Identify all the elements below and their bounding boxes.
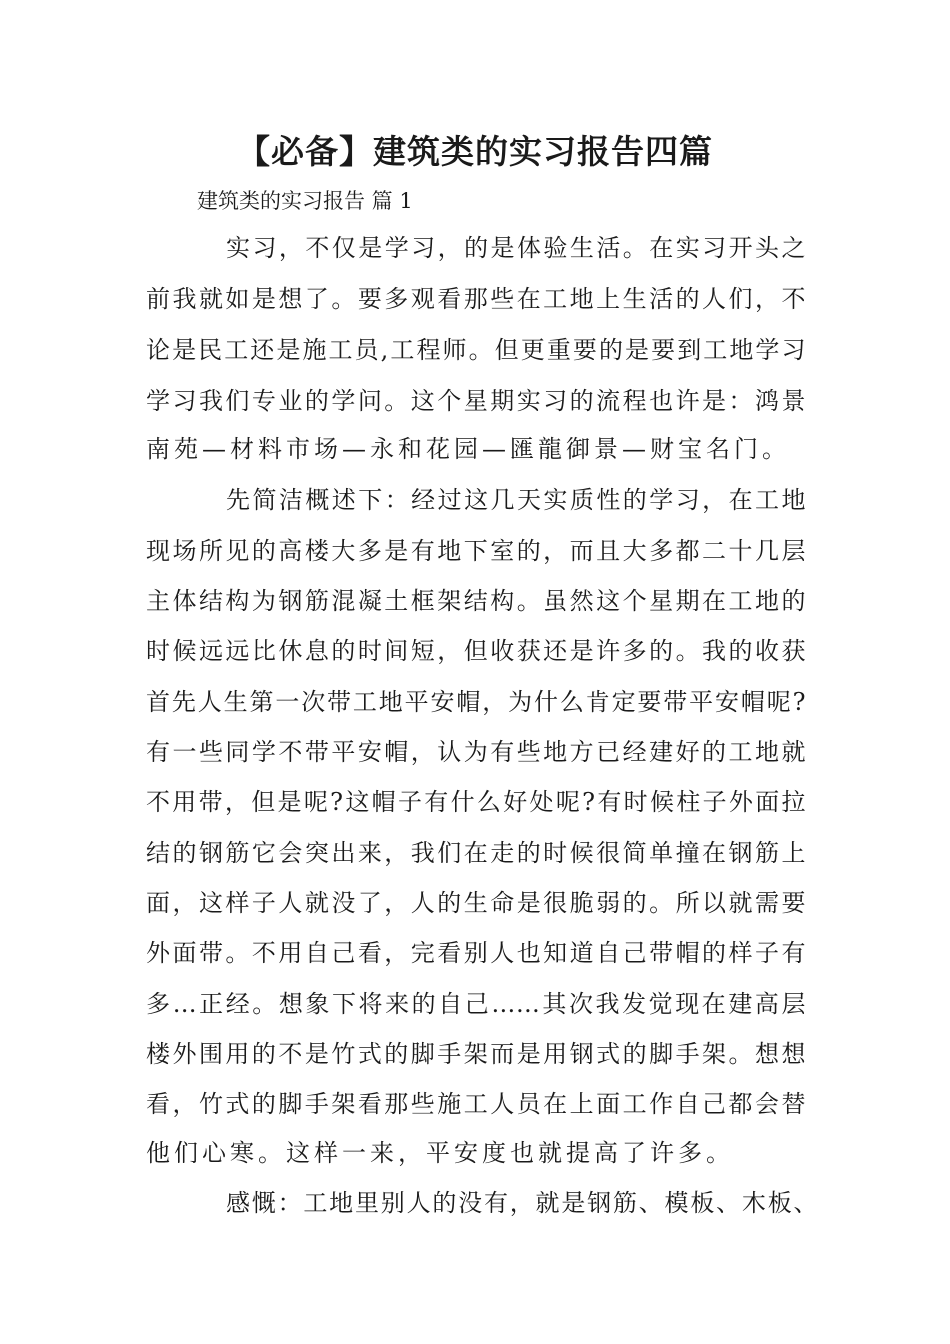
paragraph-line: 现场所见的高楼大多是有地下室的，而且大多都二十几层 [146, 537, 806, 565]
paragraph-line: 论是民工还是施工员,工程师。但更重要的是要到工地学习 [146, 336, 806, 364]
paragraph-line: 实习，不仅是学习，的是体验生活。在实习开头之 [226, 234, 806, 262]
paragraph-line: 学习我们专业的学问。这个星期实习的流程也许是：鸿景 [146, 387, 806, 415]
paragraph-line: 面，这样子人就没了，人的生命是很脆弱的。所以就需要 [146, 889, 806, 917]
paragraph-line: 南苑—材料市场—永和花园—匯龍御景—财宝名门。 [146, 435, 790, 463]
paragraph-line: 不用带，但是呢?这帽子有什么好处呢?有时候柱子外面拉 [146, 788, 806, 816]
paragraph-line: 多…正经。想象下将来的自己……其次我发觉现在建高层 [146, 990, 806, 1018]
section-heading: 建筑类的实习报告 篇 1 [197, 189, 413, 213]
paragraph-line: 看，竹式的脚手架看那些施工人员在上面工作自己都会替 [146, 1090, 806, 1118]
paragraph-line: 外面带。不用自己看，完看别人也知道自己带帽的样子有 [146, 939, 806, 967]
paragraph-line: 首先人生第一次带工地平安帽，为什么肯定要带平安帽呢? [146, 688, 806, 716]
paragraph-line: 前我就如是想了。要多观看那些在工地上生活的人们，不 [146, 285, 806, 313]
paragraph-line: 主体结构为钢筋混凝土框架结构。虽然这个星期在工地的 [146, 587, 806, 615]
paragraph-line: 他们心寒。这样一来，平安度也就提高了许多。 [146, 1139, 734, 1167]
paragraph-line: 先简洁概述下：经过这几天实质性的学习，在工地 [226, 486, 806, 514]
paragraph-line: 感慨：工地里别人的没有，就是钢筋、模板、木板、 [226, 1189, 818, 1217]
paragraph-line: 楼外围用的不是竹式的脚手架而是用钢式的脚手架。想想 [146, 1040, 806, 1068]
paragraph-line: 有一些同学不带平安帽，认为有些地方已经建好的工地就 [146, 738, 806, 766]
paragraph-line: 结的钢筋它会突出来，我们在走的时候很简单撞在钢筋上 [146, 839, 806, 867]
paragraph-line: 时候远远比休息的时间短，但收获还是许多的。我的收获 [146, 637, 806, 665]
document-title: 【必备】建筑类的实习报告四篇 [237, 132, 713, 171]
